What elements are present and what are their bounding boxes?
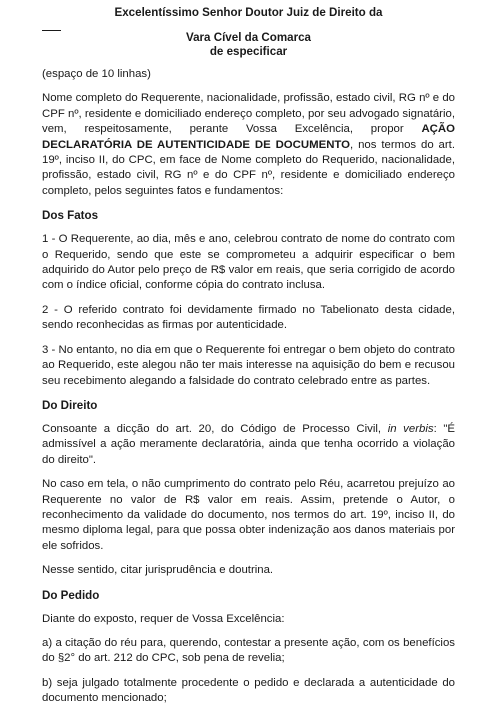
fato-paragraph-2: 2 - O referido contrato foi devidamente firmado no Tabelionato desta cidade, sendo reconhecidas as firmas por autenticidade. bbox=[42, 303, 455, 332]
intro-part-1: Nome completo do Requerente, nacionalidade, profissão, estado civil, RG nº e do CPF nº, residente e domiciliado endereço completo, por seu advogado signatário, vem, respeitosamente, perante Vossa Excelência, propor bbox=[42, 92, 455, 136]
fato-paragraph-1: 1 - O Requerente, ao dia, mês e ano, celebrou contrato de nome do contrato com o Requerido, sendo que este se comprometeu a adquirir especificar o bem adquirido do Autor pelo preço de R$ valor em reais, que seria corrigido de acordo com o índice oficial, conforme cópia do contrato inclusa. bbox=[42, 233, 455, 292]
pedido-item-b: b) seja julgado totalmente procedente o pedido e declarada a autenticidade do documento mencionado; bbox=[42, 676, 455, 705]
section-heading-fatos: Dos Fatos bbox=[42, 209, 99, 223]
section-heading-direito: Do Direito bbox=[42, 398, 98, 412]
document-title bbox=[42, 6, 455, 59]
direito-paragraph-3: Nesse sentido, citar jurisprudência e doutrina. bbox=[42, 564, 274, 577]
pedido-intro: Diante do exposto, requer de Vossa Excelência: bbox=[42, 612, 285, 625]
direito-paragraph-2: No caso em tela, o não cumprimento do contrato pelo Réu, acarretou prejuízo ao Requerente no valor de R$ valor em reais. Assim, pretende o Autor, o reconhecimento da validade do documento, nos termos do art. 19º, inciso II, do mesmo diploma legal, para que possa obter indenização aos danos materiais por ele sofridos. bbox=[42, 478, 455, 552]
intro-part-2: , nos termos do art. 19º, inciso II, do CPC, em face de Nome completo do Requerido, nacionalidade, profissão, estado civil, RG nº e do CPF nº, residente e domiciliado endereço completo, pelos seguintes fatos e fundamentos: bbox=[42, 138, 455, 197]
action-title: AÇÃO DECLARATÓRIA DE AUTENTICIDADE DE DOCUMENTO bbox=[42, 123, 455, 151]
blank-field bbox=[42, 20, 61, 31]
pedido-item-a: a) a citação do réu para, querendo, contestar a presente ação, com os benefícios do §2° do art. 212 do CPC, sob pena de revelia; bbox=[42, 636, 455, 665]
title-line-2: de especificar bbox=[209, 45, 288, 58]
fato-paragraph-3: 3 - No entanto, no dia em que o Requerente foi entregar o bem objeto do contrato ao Requerido, este alegou não ter mais interesse na aquisição do bem e recusou seu recebimento alegando a falsidade do contrato celebrado entre as partes. bbox=[42, 343, 455, 387]
intro-paragraph bbox=[42, 91, 455, 199]
spacing-note: (espaço de 10 linhas) bbox=[42, 68, 151, 80]
title-line-1 bbox=[42, 6, 455, 45]
title-line-1-end: Vara Cível da Comarca bbox=[185, 31, 312, 44]
direito-p1-start: Consoante a dicção do art. 20, do Código de Processo Civil, bbox=[42, 422, 388, 435]
section-heading-pedido: Do Pedido bbox=[42, 588, 100, 602]
direito-paragraph-1 bbox=[42, 422, 455, 468]
direito-p1-italic: in verbis bbox=[387, 422, 434, 435]
title-line-1-start: Excelentíssimo Senhor Doutor Juiz de Direito da bbox=[114, 6, 383, 19]
direito-p1-end: : "É admissível a ação meramente declaratória, ainda que tenha ocorrido a violação do direito". bbox=[42, 422, 455, 466]
